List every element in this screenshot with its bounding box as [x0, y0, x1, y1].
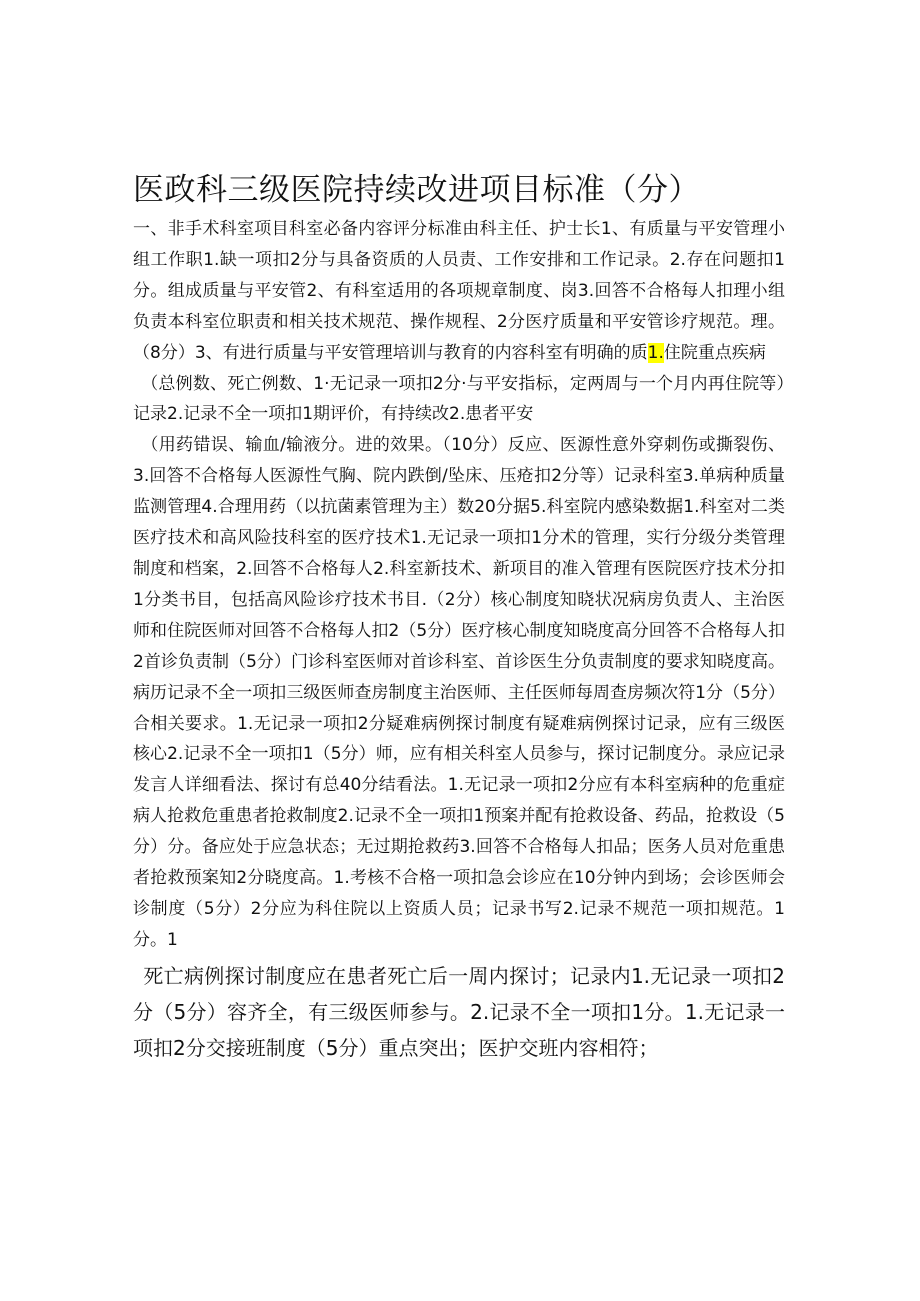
- paragraph-intro: 一、非手术科室项目科室必备内容评分标准由科主任、护士长1、有质量与平安管理小组工作职1.缺一项扣2分与具备资质的人员责、工作安排和工作记录。2.存在问题扣1分。组成质量与平安管2、有科室适用的各项规章制度、岗3.回答不合格每人扣理小组负责本科室位职责和相关技术规范、操作规程、2分医疗质量和平安管诊疗规范。理。（8分）3、有进行质量与平安管理培训与教育的内容科室有明确的质: [133, 219, 785, 363]
- paragraph-readmission: （总例数、死亡例数、1·无记录一项扣2分·与平安指标，定两周与一个月内再住院等）记录2.记录不全一项扣1期评价，有持续改2.患者平安: [133, 373, 785, 425]
- tail-paragraph-text: 死亡病例探讨制度应在患者死亡后一周内探讨；记录内1.无记录一项扣2分（5分）容齐全，有三级医师参与。2.记录不全一项扣1分。1.无记录一项扣2分交接班制度（5分）重点突出；医护交班内容相符；: [133, 963, 785, 1060]
- paragraph-death-case-review: [133, 958, 785, 1066]
- document-body: [133, 214, 785, 956]
- paragraph-patient-safety: （用药错误、输血/输液分。进的效果。（10分）反应、医源性意外穿刺伤或撕裂伤、3.回答不合格每人医源性气胸、院内跌倒/坠床、压疮扣2分等）记录科室3.单病种质量监测管理4.合理用药（以抗菌素管理为主）数20分据5.科室院内感染数据1.科室对二类医疗技术和高风险技科室的医疗技术1.无记录一项扣1分术的管理，实行分级分类管理制度和档案，2.回答不合格每人2.科室新技术、新项目的准入管理有医院医疗技术分扣1分类书目，包括高风险诊疗技术书目.（2分）核心制度知晓状况病房负责人、主治医师和住院医师对回答不合格每人扣2（5分）医疗核心制度知晓度高分回答不合格每人扣2首诊负责制（5分）门诊科室医师对首诊科室、首诊医生分负责制度的要求知晓度高。病历记录不全一项扣三级医师查房制度主治医师、主任医师每周查房频次符1分（5分）合相关要求。1.无记录一项扣2分疑难病例探讨制度有疑难病例探讨记录，应有三级医核心2.记录不全一项扣1（5分）师，应有相关科室人员参与，探讨记制度分。录应记录发言人详细看法、探讨有总40分结看法。1.无记录一项扣2分应有本科室病种的危重症病人抢救危重患者抢救制度2.记录不全一项扣1预案并配有抢救设备、药品，抢救设（5分）分。备应处于应急状态；无过期抢救药3.回答不合格每人扣品；医务人员对危重患者抢救预案知2分晓度高。1.考核不合格一项扣急会诊应在10分钟内到场；会诊医师会诊制度（5分）2分应为科住院以上资质人员；记录书写2.记录不规范一项扣规范。1分。1: [133, 435, 785, 950]
- document-title: 医政科三级医院持续改进项目标准（分）: [133, 172, 700, 208]
- paragraph-key-disease: 住院重点疾病: [663, 342, 766, 363]
- highlighted-text: 1.: [647, 342, 664, 363]
- document-page: [133, 168, 785, 1066]
